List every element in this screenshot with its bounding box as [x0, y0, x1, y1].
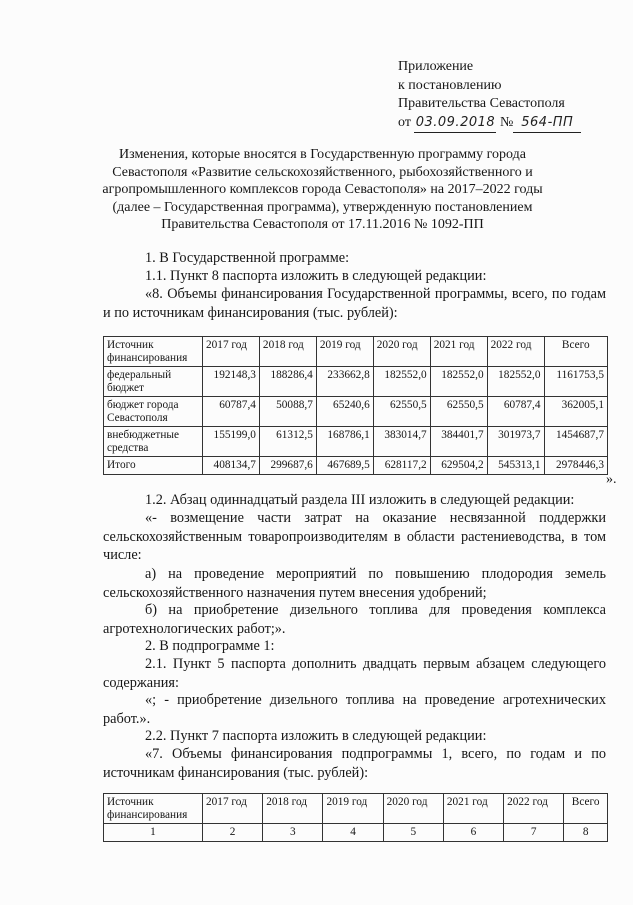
para-2-2: 2.2. Пункт 7 паспорта изложить в следующей редакции: — [145, 728, 487, 744]
table-cell: 5 — [383, 824, 443, 842]
table-cell: 3 — [263, 824, 323, 842]
table-row — [104, 427, 608, 457]
para-1-2-quote: «- возмещение части затрат на оказание несвязанной поддержки сельскохозяйственным товаропроизводителям в области растениеводства, в том числе: — [103, 510, 606, 563]
number-label: № — [499, 114, 514, 130]
table-cell: 1161753,5 — [544, 367, 607, 397]
table-cell: 60787,4 — [203, 397, 260, 427]
handwritten-date: 03.09.2018 — [414, 114, 496, 134]
table-cell: 61312,5 — [259, 427, 316, 457]
header-cell: 2019 год — [316, 337, 373, 367]
header-cell: 2018 год — [263, 794, 323, 824]
table-header-row — [104, 337, 608, 367]
header-cell: Всего — [564, 794, 608, 824]
header-cell: Источник финансирования — [104, 337, 203, 367]
para-2-1: 2.1. Пункт 5 паспорта дополнить двадцать первым абзацем следующего содержания: — [103, 656, 606, 691]
header-cell: 2020 год — [373, 337, 430, 367]
table-cell: 65240,6 — [316, 397, 373, 427]
table-cell: 299687,6 — [259, 457, 316, 475]
table-total-row — [104, 457, 608, 475]
header-cell: Источник финансирования — [104, 794, 203, 824]
row-label: Итого — [104, 457, 203, 475]
table-cell: 233662,8 — [316, 367, 373, 397]
annex-date-number-line — [398, 114, 581, 134]
table-cell: 628117,2 — [373, 457, 430, 475]
table-cell: 62550,5 — [430, 397, 487, 427]
table-cell: 545313,1 — [487, 457, 544, 475]
table-cell: 301973,7 — [487, 427, 544, 457]
table-cell: 1454687,7 — [544, 427, 607, 457]
table-cell: 2978446,3 — [544, 457, 607, 475]
para-1: 1. В Государственной программе: — [145, 250, 350, 266]
row-label: бюджет города Севастополя — [104, 397, 203, 427]
para-2-1-quote: «; - приобретение дизельного топлива на проведение агротехнических работ.». — [103, 692, 606, 727]
table-cell: 362005,1 — [544, 397, 607, 427]
row-label: внебюджетные средства — [104, 427, 203, 457]
header-cell: Всего — [544, 337, 607, 367]
table-header-row — [104, 794, 608, 824]
table-cell: 384401,7 — [430, 427, 487, 457]
row-label: федеральный бюджет — [104, 367, 203, 397]
para-1-1: 1.1. Пункт 8 паспорта изложить в следующей редакции: — [145, 268, 487, 284]
table-row — [104, 397, 608, 427]
table-cell: 4 — [323, 824, 383, 842]
financing-table-1 — [103, 336, 608, 475]
table-cell: 62550,5 — [373, 397, 430, 427]
table-cell: 7 — [504, 824, 564, 842]
table-cell: 182552,0 — [487, 367, 544, 397]
para-1-2: 1.2. Абзац одиннадцатый раздела III изложить в следующей редакции: — [145, 492, 575, 508]
para-2: 2. В подпрограмме 1: — [145, 638, 275, 654]
table-cell: 2 — [203, 824, 263, 842]
table-cell: 50088,7 — [259, 397, 316, 427]
table-cell: 467689,5 — [316, 457, 373, 475]
table-row — [104, 367, 608, 397]
para-1-1-quote: «8. Объемы финансирования Государственной программы, всего, по годам и по источникам финансирования (тыс. рублей): — [103, 286, 606, 321]
table-row — [104, 824, 608, 842]
financing-table-2 — [103, 793, 608, 842]
header-cell: 2022 год — [487, 337, 544, 367]
annex-line-2: к постановлению — [398, 77, 502, 93]
table-cell: 8 — [564, 824, 608, 842]
annex-line-3: Правительства Севастополя — [398, 96, 565, 111]
para-a: а) на проведение мероприятий по повышению плодородия земель сельскохозяйственного назначения путем внесения удобрений; — [103, 566, 606, 601]
handwritten-number: 564-ПП — [513, 114, 581, 134]
document-title: Изменения, которые вносятся в Государственную программу города Севастополя «Развитие сельскохозяйственного, рыбохозяйственного и агропромышленного комплексов города Севастополя» на 2017–2022 годы (далее – Государственная программа), утвержденную постановлением Правительства Севастополя от 17.11.2016 № 1092-ПП — [102, 147, 543, 232]
table-cell: 192148,3 — [203, 367, 260, 397]
header-cell: 2018 год — [259, 337, 316, 367]
para-2-2-quote: «7. Объемы финансирования подпрограммы 1, всего, по годам и по источникам финансирования (тыс. рублей): — [103, 746, 606, 781]
table-cell: 1 — [104, 824, 203, 842]
closing-quote: ». — [606, 472, 617, 487]
header-cell: 2021 год — [443, 794, 503, 824]
table-cell: 6 — [443, 824, 503, 842]
header-cell: 2017 год — [203, 337, 260, 367]
table-cell: 155199,0 — [203, 427, 260, 457]
table-cell: 188286,4 — [259, 367, 316, 397]
para-b: б) на приобретение дизельного топлива для проведения комплекса агротехнологических работ;». — [103, 602, 606, 637]
header-cell: 2022 год — [504, 794, 564, 824]
header-cell: 2017 год — [203, 794, 263, 824]
header-cell: 2020 год — [383, 794, 443, 824]
table-cell: 168786,1 — [316, 427, 373, 457]
table-cell: 182552,0 — [373, 367, 430, 397]
table-cell: 182552,0 — [430, 367, 487, 397]
annex-line-1: Приложение — [398, 59, 474, 74]
table-cell: 408134,7 — [203, 457, 260, 475]
header-cell: 2019 год — [323, 794, 383, 824]
from-label: от — [398, 114, 411, 130]
table-cell: 629504,2 — [430, 457, 487, 475]
header-cell: 2021 год — [430, 337, 487, 367]
table-cell: 60787,4 — [487, 397, 544, 427]
annex-block — [398, 58, 581, 133]
table-cell: 383014,7 — [373, 427, 430, 457]
